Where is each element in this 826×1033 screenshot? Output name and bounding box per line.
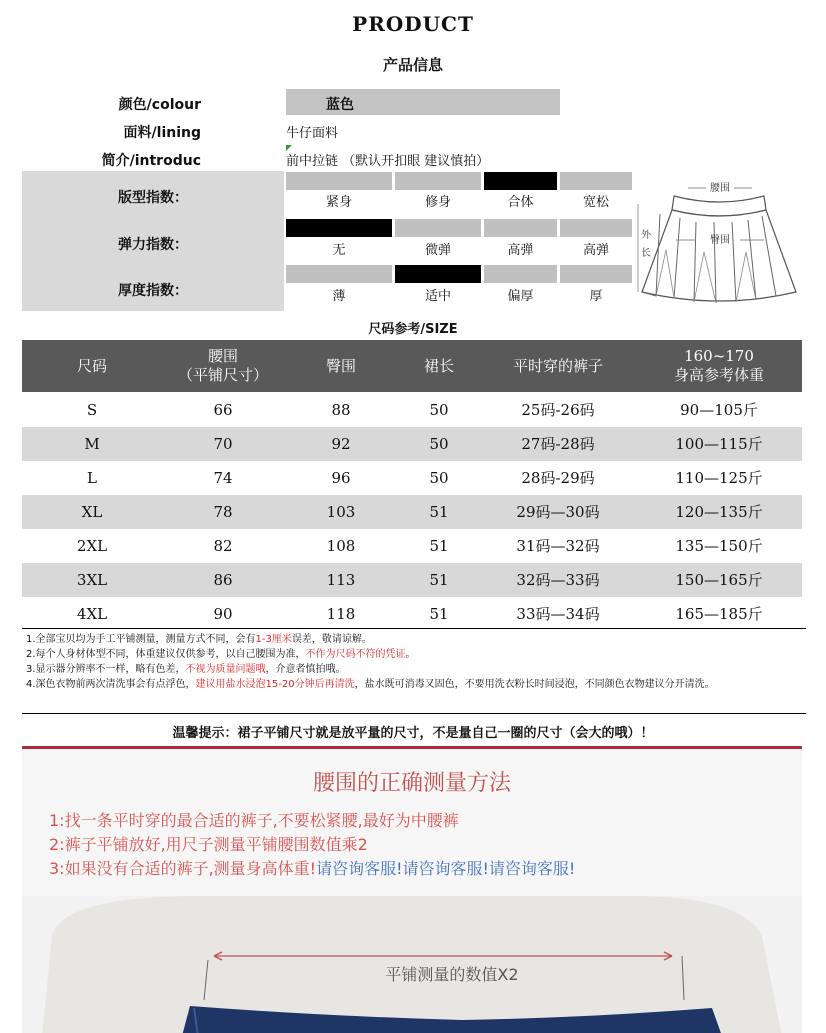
notes-box bbox=[22, 628, 806, 714]
note-2: 2.每个人身材体型不同，体重建议仅供参考，以自己腰围为准，不作为尺码不符的凭证。 bbox=[26, 649, 416, 660]
fabric-label: 面料/lining bbox=[123, 125, 201, 141]
thickness-option-1: 薄 bbox=[332, 289, 346, 304]
cell-waist: 74 bbox=[213, 469, 233, 487]
cell-hip: 103 bbox=[326, 503, 356, 521]
intro-label: 简介/introduc bbox=[101, 153, 201, 169]
page-subtitle: 产品信息 bbox=[382, 56, 443, 74]
cell-waist: 66 bbox=[213, 401, 233, 419]
measure-step-1: 1:找一条平时穿的最合适的裤子,不要松紧腰,最好为中腰裤 bbox=[49, 811, 459, 830]
stretch-bar-3 bbox=[484, 219, 557, 237]
header-size: 尺码 bbox=[76, 356, 107, 375]
thickness-option-3: 偏厚 bbox=[507, 289, 534, 304]
fit-index-label: 版型指数： bbox=[118, 190, 188, 206]
cell-hip: 108 bbox=[326, 537, 356, 555]
thickness-bar-4 bbox=[560, 265, 632, 283]
jeans-photo bbox=[22, 896, 802, 1033]
thickness-option-2: 适中 bbox=[424, 289, 451, 304]
cell-size: XL bbox=[81, 503, 103, 521]
cell-size: L bbox=[87, 469, 97, 487]
cell-size: 2XL bbox=[76, 537, 108, 555]
stretch-index-label: 弹力指数： bbox=[118, 237, 188, 253]
cell-hip: 88 bbox=[331, 401, 351, 419]
fit-bar-4 bbox=[560, 172, 632, 190]
stretch-option-2: 微弹 bbox=[424, 243, 451, 258]
fit-bar-1 bbox=[286, 172, 392, 190]
cell-weight: 165—185斤 bbox=[675, 605, 763, 623]
diagram-length-char-2: 长 bbox=[641, 248, 651, 259]
cell-length: 50 bbox=[429, 401, 449, 419]
cell-weight: 90—105斤 bbox=[680, 401, 758, 419]
skirt-diagram bbox=[636, 174, 804, 310]
cell-length: 50 bbox=[429, 435, 449, 453]
cell-pants: 31码—32码 bbox=[516, 537, 600, 555]
cell-length: 51 bbox=[429, 503, 449, 521]
cell-hip: 92 bbox=[331, 435, 351, 453]
cell-hip: 113 bbox=[326, 571, 356, 589]
cell-weight: 100—115斤 bbox=[675, 435, 763, 453]
colour-label: 颜色/colour bbox=[118, 97, 201, 113]
fit-option-2: 修身 bbox=[424, 195, 451, 210]
cell-weight: 120—135斤 bbox=[675, 503, 763, 521]
cell-waist: 90 bbox=[213, 605, 233, 623]
cell-pants: 29码—30码 bbox=[516, 503, 600, 521]
thickness-bar-1 bbox=[286, 265, 392, 283]
fit-bar-3-selected bbox=[484, 172, 557, 190]
cell-size: M bbox=[84, 435, 100, 453]
cell-weight: 135—150斤 bbox=[675, 537, 763, 555]
cell-size: S bbox=[86, 401, 98, 419]
cell-length: 51 bbox=[429, 571, 449, 589]
table-row bbox=[22, 495, 802, 529]
header-weight: 160~170 身高参考体重 bbox=[673, 347, 764, 384]
diagram-length-char-1: 外 bbox=[641, 230, 651, 241]
cell-hip: 96 bbox=[331, 469, 351, 487]
table-row bbox=[22, 461, 802, 495]
size-table-header bbox=[22, 340, 802, 392]
stretch-option-3: 高弹 bbox=[507, 243, 534, 258]
stretch-option-1: 无 bbox=[332, 243, 346, 258]
cell-pants: 27码-28码 bbox=[521, 435, 595, 453]
thickness-option-4: 厚 bbox=[589, 289, 603, 304]
cell-length: 50 bbox=[429, 469, 449, 487]
diagram-waist-label: 腰围 bbox=[710, 183, 730, 194]
table-row bbox=[22, 529, 802, 563]
thickness-bar-2-selected bbox=[395, 265, 481, 283]
stretch-bar-1-selected bbox=[286, 219, 392, 237]
cell-pants: 25码-26码 bbox=[521, 401, 595, 419]
stretch-bar-2 bbox=[395, 219, 481, 237]
measure-title: 腰围的正确测量方法 bbox=[312, 771, 511, 796]
header-waist: 腰围 （平铺尺寸） bbox=[177, 347, 268, 384]
cell-waist: 70 bbox=[213, 435, 233, 453]
fit-bar-2 bbox=[395, 172, 481, 190]
fit-option-1: 紧身 bbox=[325, 195, 352, 210]
table-row bbox=[22, 597, 802, 631]
page-title: PRODUCT bbox=[352, 12, 474, 36]
cell-length: 51 bbox=[429, 537, 449, 555]
cell-pants: 28码-29码 bbox=[521, 469, 595, 487]
thickness-index-label: 厚度指数： bbox=[118, 283, 188, 299]
cell-weight: 150—165斤 bbox=[675, 571, 763, 589]
table-row bbox=[22, 393, 802, 427]
diagram-hip-label: 臀围 bbox=[710, 235, 730, 246]
measure-step-2: 2:裤子平铺放好,用尺子测量平铺腰围数值乘2 bbox=[49, 835, 368, 854]
stretch-option-4: 高弹 bbox=[582, 243, 609, 258]
note-4: 4.深色衣物前两次清洗事会有点浮色，建议用盐水浸泡15-20分钟后再清洗，盐水既可消毒又固色，不要用洗衣粉长时间浸泡，不同颜色衣物建议分开清洗。 bbox=[26, 679, 715, 690]
measure-step-3: 3:如果没有合适的裤子,测量身高体重!请咨询客服!请咨询客服!请咨询客服! bbox=[49, 859, 576, 878]
measurement-guide-image bbox=[22, 746, 802, 1033]
colour-value: 蓝色 bbox=[326, 97, 354, 113]
header-length: 裙长 bbox=[423, 356, 454, 375]
cell-waist: 82 bbox=[213, 537, 233, 555]
fit-option-4: 宽松 bbox=[582, 195, 609, 210]
fit-option-3: 合体 bbox=[507, 195, 534, 210]
header-hip: 臀围 bbox=[325, 356, 356, 375]
size-table-title: 尺码参考/SIZE bbox=[368, 322, 458, 337]
cell-waist: 78 bbox=[213, 503, 233, 521]
header-pants: 平时穿的裤子 bbox=[512, 356, 603, 375]
thickness-bar-3 bbox=[484, 265, 557, 283]
fabric-value: 牛仔面料 bbox=[286, 126, 339, 141]
stretch-bar-4 bbox=[560, 219, 632, 237]
cell-size: 3XL bbox=[76, 571, 108, 589]
note-3: 3.显示器分辨率不一样，略有色差，不视为质量问题哦，介意者慎拍哦。 bbox=[26, 664, 346, 675]
table-row bbox=[22, 563, 802, 597]
image-top-border bbox=[22, 746, 802, 749]
table-row bbox=[22, 427, 802, 461]
measure-arrow-label: 平铺测量的数值X2 bbox=[385, 965, 519, 984]
cell-size: 4XL bbox=[76, 605, 108, 623]
cell-waist: 86 bbox=[213, 571, 233, 589]
cell-weight: 110—125斤 bbox=[675, 469, 763, 487]
cell-hip: 118 bbox=[326, 605, 356, 623]
warm-tip: 温馨提示：裙子平铺尺寸就是放平量的尺寸，不是量自己一圈的尺寸（会大的哦）！ bbox=[172, 726, 654, 741]
cell-length: 51 bbox=[429, 605, 449, 623]
cell-pants: 33码—34码 bbox=[516, 605, 600, 623]
cell-pants: 32码—33码 bbox=[516, 571, 600, 589]
note-1: 1.全部宝贝均为手工平铺测量，测量方式不同，会有1-3厘米误差，敬请谅解。 bbox=[26, 634, 372, 645]
intro-value: 前中拉链 （默认开扣眼 建议慎拍） bbox=[286, 154, 490, 169]
